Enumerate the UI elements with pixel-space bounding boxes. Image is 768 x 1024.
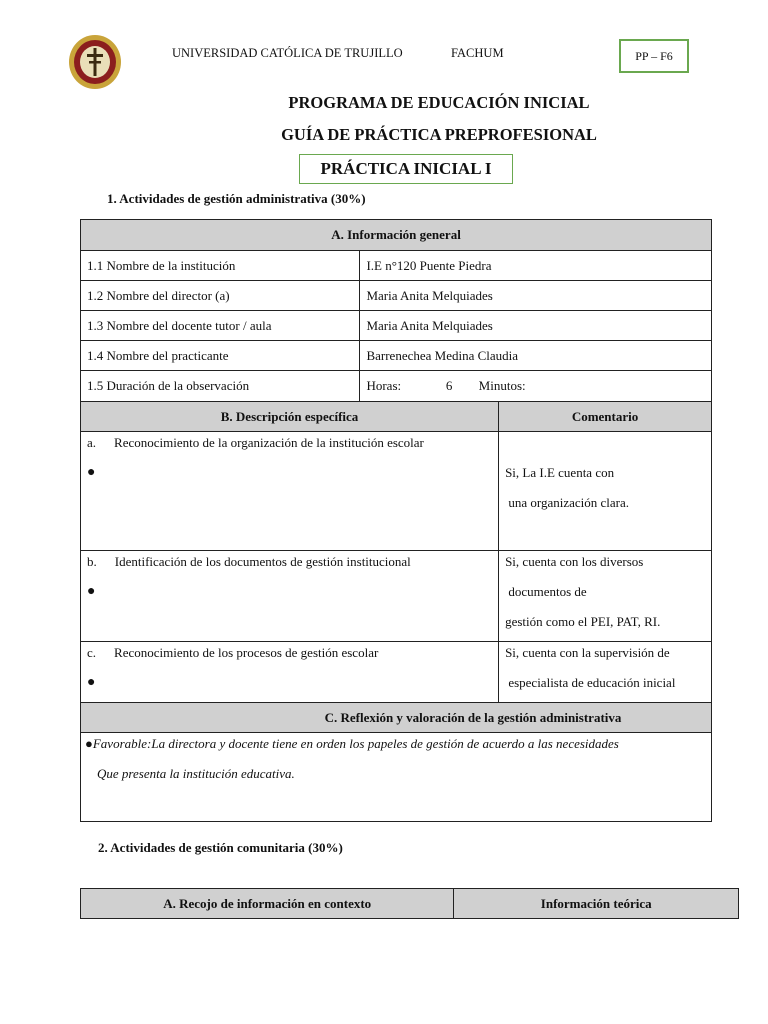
hours-label: Horas: (366, 378, 402, 393)
theoretical-info-header: Información teórica (454, 889, 739, 919)
table-row (81, 551, 712, 642)
context-info-header: A. Recojo de información en contexto (81, 889, 454, 919)
university-name: UNIVERSIDAD CATÓLICA DE TRUJILLO (172, 46, 403, 60)
reflection-header: C. Reflexión y valoración de la gestión administrativa (81, 703, 712, 733)
community-table (80, 888, 739, 919)
duration-value (360, 371, 712, 402)
specific-description-header: B. Descripción específica (81, 402, 499, 432)
table-row (81, 251, 712, 281)
administrative-table (80, 219, 712, 822)
comment-line: documentos de (505, 584, 587, 599)
general-value: Barrenechea Medina Claudia (360, 341, 712, 371)
comment-cell (499, 551, 712, 642)
item-text: Reconocimiento de los procesos de gestión escolar (114, 645, 379, 660)
comment-header: Comentario (499, 402, 712, 432)
table-row (81, 432, 712, 551)
table-row (81, 281, 712, 311)
comment-line: Si, cuenta con la supervisión de (505, 645, 670, 660)
comment-line: especialista de educación inicial (505, 675, 676, 690)
section-1-heading: 1. Actividades de gestión administrativa (30%) (107, 191, 366, 206)
bullet-icon: ● (87, 584, 96, 599)
faculty-name: FACHUM (451, 46, 504, 60)
general-value: I.E n°120 Puente Piedra (360, 251, 712, 281)
section-2-heading: 2. Actividades de gestión comunitaria (30%) (98, 840, 343, 855)
item-letter: a. (87, 435, 97, 450)
table-row (81, 341, 712, 371)
description-cell (81, 432, 499, 551)
general-label: 1.2 Nombre del director (a) (81, 281, 360, 311)
table-row (81, 311, 712, 341)
table-row (81, 371, 712, 402)
program-title: PROGRAMA DE EDUCACIÓN INICIAL (288, 93, 590, 112)
general-label: 1.4 Nombre del practicante (81, 341, 360, 371)
bullet-icon: ● (87, 675, 96, 690)
comment-cell (499, 432, 712, 551)
comment-line: Si, La I.E cuenta con (505, 465, 615, 480)
general-label: 1.3 Nombre del docente tutor / aula (81, 311, 360, 341)
comment-line: Si, cuenta con los diversos (505, 554, 644, 569)
minutes-label: Minutos: (478, 378, 526, 393)
reflection-line: ●Favorable:La directora y docente tiene en orden los papeles de gestión de acuerdo a las necesidades (85, 736, 619, 751)
general-label: 1.1 Nombre de la institución (81, 251, 360, 281)
general-value: Maria Anita Melquiades (360, 281, 712, 311)
item-letter: b. (87, 554, 97, 569)
table-row (81, 642, 712, 703)
table-row (81, 733, 712, 822)
comment-line (505, 432, 705, 462)
comment-line: una organización clara. (505, 495, 629, 510)
description-cell (81, 551, 499, 642)
item-text: Identificación de los documentos de gestión institucional (114, 554, 411, 569)
general-value: Maria Anita Melquiades (360, 311, 712, 341)
description-cell (81, 642, 499, 703)
practice-title: PRÁCTICA INICIAL I (299, 154, 513, 184)
bullet-icon: ● (87, 465, 96, 480)
reflection-line: Que presenta la institución educativa. (97, 766, 295, 781)
guide-title: GUÍA DE PRÁCTICA PREPROFESIONAL (281, 125, 597, 144)
general-label: 1.5 Duración de la observación (81, 371, 360, 402)
item-letter: c. (87, 645, 97, 660)
university-seal-logo (68, 34, 122, 90)
general-info-header: A. Información general (81, 220, 712, 251)
hours-value: 6 (445, 378, 453, 393)
comment-cell (499, 642, 712, 703)
form-code-badge: PP – F6 (619, 39, 689, 73)
item-text: Reconocimiento de la organización de la institución escolar (114, 435, 424, 450)
reflection-cell (81, 733, 712, 822)
comment-line: gestión como el PEI, PAT, RI. (505, 614, 661, 629)
